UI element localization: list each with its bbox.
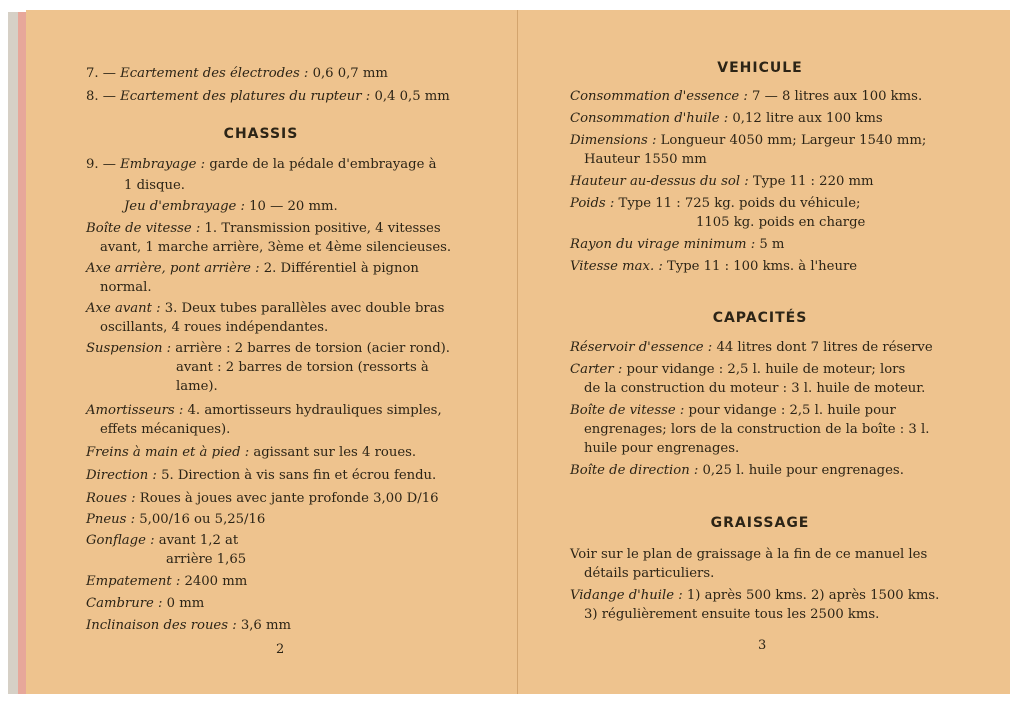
section-heading-chassis: CHASSIS: [223, 126, 299, 142]
spec-cambrure: Cambrure : 0 mm: [86, 596, 205, 611]
spec-hauteur-sol: Hauteur au-dessus du sol : Type 11 : 220 mm: [570, 174, 874, 189]
spec-carter: Carter : pour vidange : 2,5 l. huile de moteur; lors: [570, 362, 906, 377]
page-edge: [18, 12, 26, 694]
section-heading-graissage: GRAISSAGE: [710, 515, 810, 531]
spec-conso-essence: Consommation d'essence : 7 — 8 litres aux 100 kms.: [570, 89, 923, 104]
items-7-8: [86, 64, 450, 106]
spec-inclinaison: Inclinaison des roues : 3,6 mm: [86, 618, 292, 633]
spec-axe-arriere: Axe arrière, pont arrière : 2. Différentiel à pignon: [86, 261, 419, 276]
spec-poids: Poids : Type 11 : 725 kg. poids du véhicule;: [570, 196, 861, 211]
spec-roues: Roues : Roues à joues avec jante profonde 3,00 D/16: [86, 491, 439, 506]
spec-vitesse: Vitesse max. : Type 11 : 100 kms. à l'heure: [570, 259, 858, 274]
vehicule-specs: Consommation d'essence : 7 — 8 litres aux 100 kms. Consommation d'huile : 0,12 litre aux 100 kms Dimensions : Longueur 4050 mm; Largeur 1540 mm; Hauteur 1550 mm Hauteur au-dessus du sol : Type 11 : 220 mm Poids : Type 11 : 725 kg. poids du véhicule; 1105 kg. poids en charge Rayon du virage minimum : 5 m Vitesse max. : Type 11 : 100 kms. à l'heure: [570, 87, 970, 276]
spec-freins: Freins à main et à pied : agissant sur les 4 roues.: [86, 445, 417, 460]
book-binding: [8, 12, 18, 694]
spec-boite-capacite: Boîte de vitesse : pour vidange : 2,5 l. huile pour: [570, 403, 896, 418]
spec-suspension: Suspension : arrière : 2 barres de torsion (acier rond).: [86, 341, 450, 356]
page-number-right: 3: [758, 638, 767, 653]
section-heading-vehicule: VEHICULE: [717, 60, 803, 76]
spec-jeu: Jeu d'embrayage : 10 — 20 mm.: [124, 199, 338, 214]
chassis-specs: 9. — Embrayage : garde de la pédale d'embrayage à 1 disque. Jeu d'embrayage : 10 — 20 mm. Boîte de vitesse : 1. Transmission positive, 4 vitesses avant, 1 marche arrière, 3ème et 4ème silencieuses. Axe arrière, pont arrière : 2. Différentiel à pignon normal. Axe avant : 3. Deux tubes parallèles avec double bras oscillants, 4 roues indépendantes. Suspension : arrière : 2 barres de torsion (acier rond). avant : 2 barres de torsion (ressorts à lame). Amortisseurs : 4. amortisseurs hydrauliques simples, effets mécaniques). Freins à main et à pied : agissant sur les 4 roues. Direction : 5. Direction à vis sans fin et écrou fendu. Roues : Roues à joues avec jante profonde 3,00 D/16 Pneus : 5,00/16 ou 5,25/16 Gonflage : avant 1,2 at arrière 1,65 Empatement : 2400 mm Cambrure : 0 mm Inclinaison des roues : 3,6 mm: [86, 155, 486, 635]
spec-reservoir: Réservoir d'essence : 44 litres dont 7 litres de réserve: [570, 340, 933, 355]
spec-dimensions: Dimensions : Longueur 4050 mm; Largeur 1540 mm;: [570, 133, 927, 148]
item-8: 8. — Ecartement des platures du rupteur : 0,4 0,5 mm: [86, 89, 450, 104]
page-number-left: 2: [276, 642, 285, 657]
spec-rayon: Rayon du virage minimum : 5 m: [570, 237, 785, 252]
right-page: [518, 10, 1010, 694]
spec-embrayage: 9. — Embrayage : garde de la pédale d'embrayage à: [86, 157, 437, 172]
section-heading-capacites: CAPACITÉS: [712, 310, 808, 326]
item-7: 7. — Ecartement des électrodes : 0,6 0,7 mm: [86, 66, 388, 81]
spec-conso-huile: Consommation d'huile : 0,12 litre aux 100 kms: [570, 111, 883, 126]
capacites-specs: Réservoir d'essence : 44 litres dont 7 litres de réserve Carter : pour vidange : 2,5 l. huile de moteur; lors de la construction du moteur : 3 l. huile de moteur. Boîte de vitesse : pour vidange : 2,5 l. huile pour engrenages; lors de la construction de la boîte : 3 l. huile pour engrenages. Boîte de direction : 0,25 l. huile pour engrenages.: [570, 338, 970, 480]
spec-empatement: Empatement : 2400 mm: [86, 574, 248, 589]
spec-vidange: Vidange d'huile : 1) après 500 kms. 2) après 1500 kms.: [570, 588, 940, 603]
spec-axe-avant: Axe avant : 3. Deux tubes parallèles avec double bras: [86, 301, 445, 316]
spec-boite: Boîte de vitesse : 1. Transmission positive, 4 vitesses: [86, 221, 441, 236]
spec-amortisseurs: Amortisseurs : 4. amortisseurs hydrauliques simples,: [86, 403, 442, 418]
spec-pneus: Pneus : 5,00/16 ou 5,25/16: [86, 512, 266, 527]
left-page: [26, 10, 518, 694]
spec-boite-direction: Boîte de direction : 0,25 l. huile pour engrenages.: [570, 463, 904, 478]
graissage-text: Voir sur le plan de graissage à la fin de ce manuel les détails particuliers. Vidange d'huile : 1) après 500 kms. 2) après 1500 kms. 3) régulièrement ensuite tous les 2500 kms.: [570, 545, 970, 624]
spec-gonflage: Gonflage : avant 1,2 at: [86, 533, 239, 548]
spec-direction: Direction : 5. Direction à vis sans fin et écrou fendu.: [86, 468, 437, 483]
